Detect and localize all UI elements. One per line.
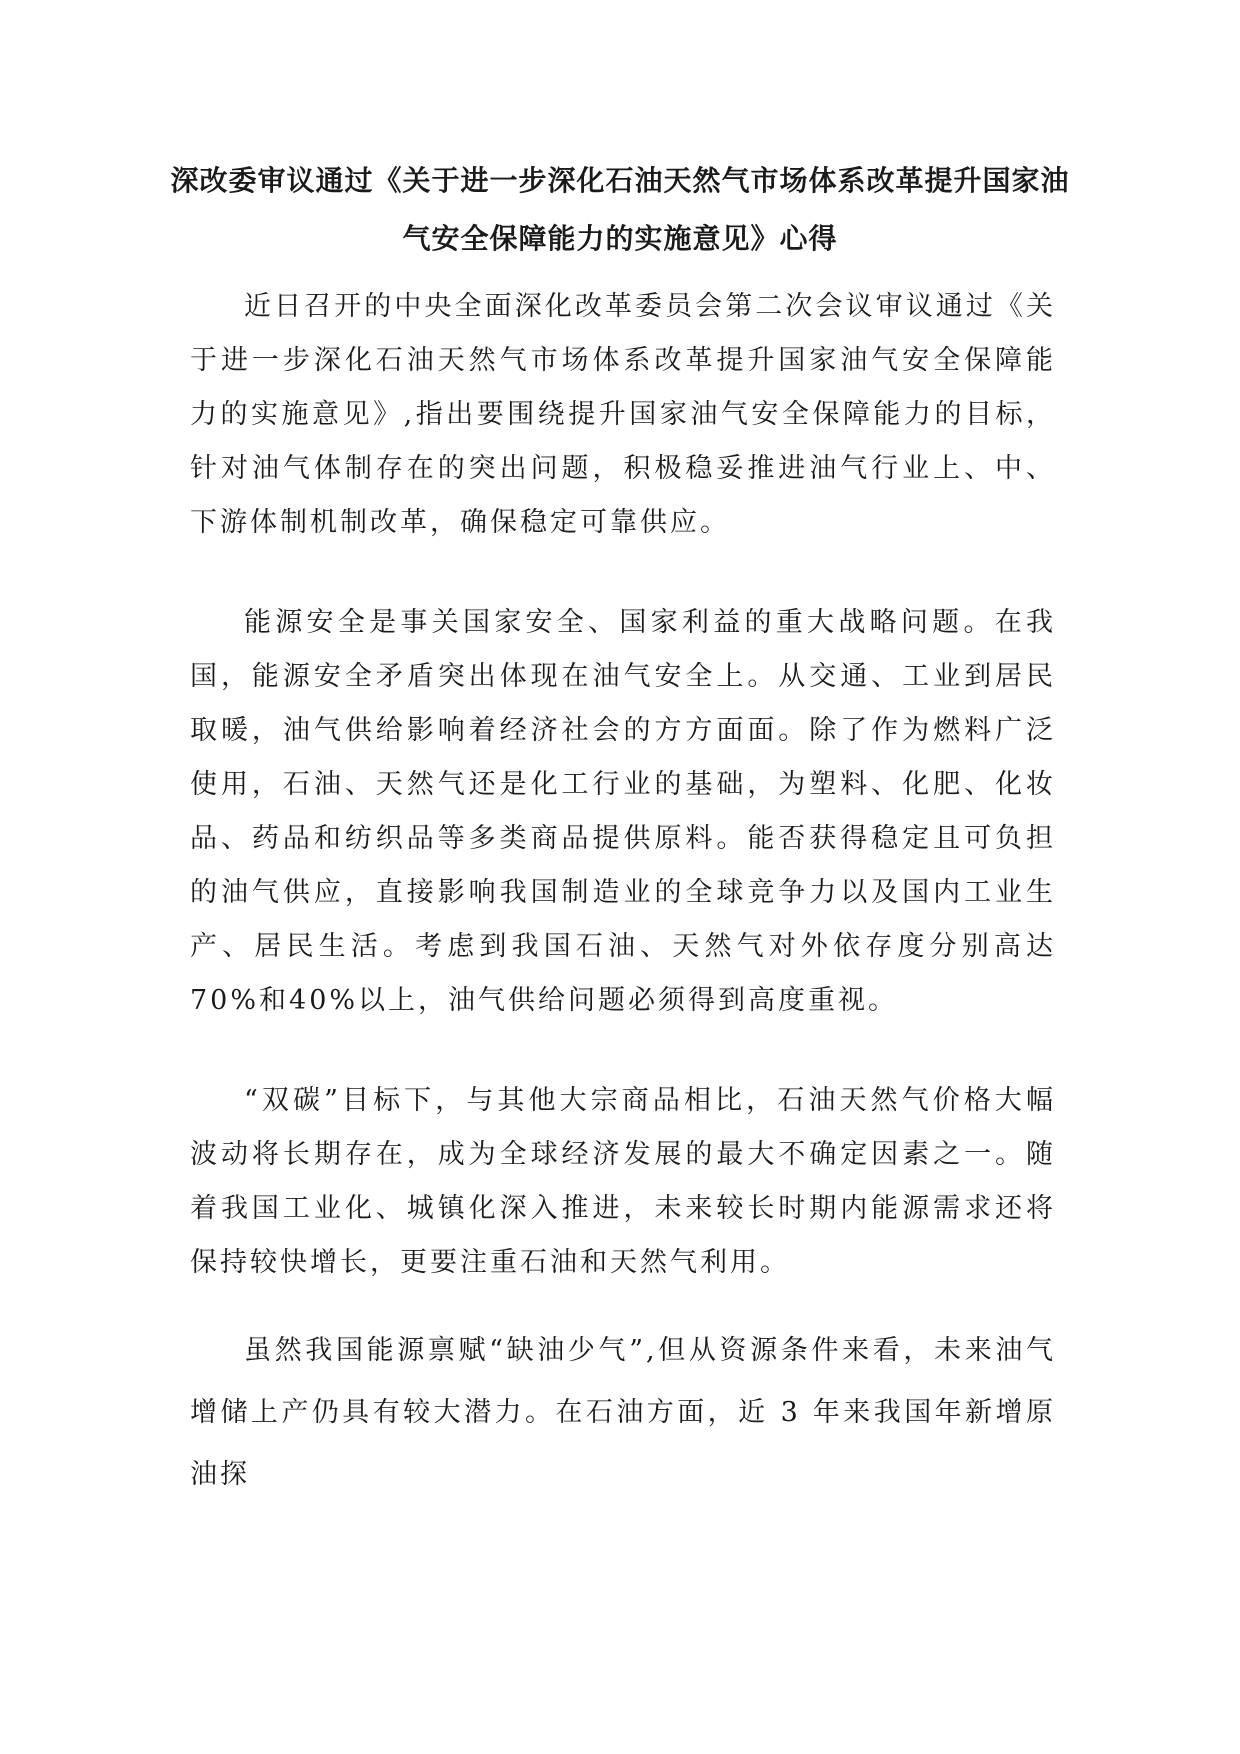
- document-title: 深改委审议通过《关于进一步深化石油天然气市场体系改革提升国家油气安全保障能力的实施意见》心得: [170, 164, 1070, 255]
- paragraph-3: “双碳”目标下，与其他大宗商品相比，石油天然气价格大幅波动将长期存在，成为全球经济发展的最大不确定因素之一。随着我国工业化、城镇化深入推进，未来较长时期内能源需求还将保持较快增长，更要注重石油和天然气利用。: [190, 1085, 1056, 1278]
- paragraph-1: 近日召开的中央全面深化改革委员会第二次会议审议通过《关于进一步深化石油天然气市场体系改革提升国家油气安全保障能力的实施意见》,指出要围绕提升国家油气安全保障能力的目标，针对油气体制存在的突出问题，积极稳妥推进油气行业上、中、下游体制机制改革，确保稳定可靠供应。: [190, 291, 1056, 538]
- paragraph-2: 能源安全是事关国家安全、国家利益的重大战略问题。在我国，能源安全矛盾突出体现在油气安全上。从交通、工业到居民取暖，油气供给影响着经济社会的方方面面。除了作为燃料广泛使用，石油、天然气还是化工行业的基础，为塑料、化肥、化妆品、药品和纺织品等多类商品提供原料。能否获得稳定且可负担的油气供应，直接影响我国制造业的全球竞争力以及国内工业生产、居民生活。考虑到我国石油、天然气对外依存度分别高达70%和40%以上，油气供给问题必须得到高度重视。: [190, 607, 1056, 1016]
- paragraph-4: 虽然我国能源禀赋“缺油少气”,但从资源条件来看，未来油气增储上产仍具有较大潜力。在石油方面，近 3 年来我国年新增原油探: [190, 1335, 1056, 1490]
